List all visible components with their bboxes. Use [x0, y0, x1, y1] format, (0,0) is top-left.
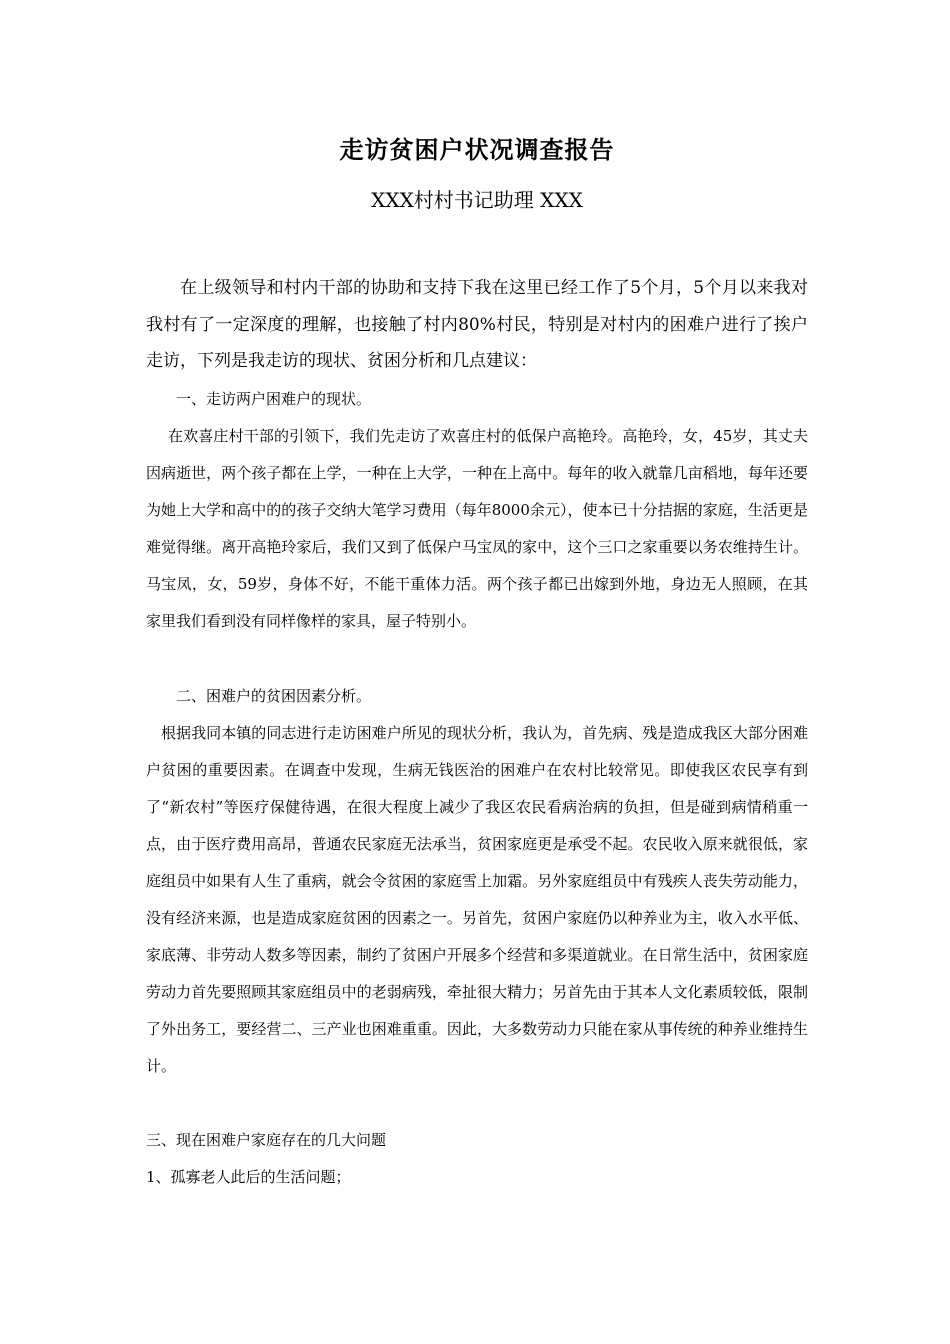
- list-item-1: 1、孤寡老人此后的生活问题；: [146, 1168, 351, 1186]
- document-title: 走访贫困户状况调查报告: [339, 135, 615, 164]
- section-paragraph-1: 在欢喜庄村干部的引领下，我们先走访了欢喜庄村的低保户高艳玲。高艳玲，女，45岁，其丈夫因病逝世，两个孩子都在上学，一种在上大学，一种在上高中。每年的收入就靠几亩稻地，每年还要为她上大学和高中的的孩子交纳大笔学习费用（每年8000余元），使本已十分拮据的家庭，生活更是难觉得继。离开高艳玲家后，我们又到了低保户马宝凤的家中，这个三口之家重要以务农维持生计。马宝凤，女，59岁，身体不好，不能干重体力活。两个孩子都已出嫁到外地，身边无人照顾，在其家里我们看到没有同样像样的家具，屋子特别小。: [146, 427, 808, 630]
- document-author: XXX村村书记助理 XXX: [371, 188, 583, 212]
- section-heading-2: 二、困难户的贫困因素分析。: [176, 687, 372, 705]
- section-heading-1: 一、走访两户困难户的现状。: [176, 390, 372, 408]
- intro-paragraph: 在上级领导和村内干部的协助和支持下我在这里已经工作了5个月，5个月以来我对我村有了一定深度的理解，也接触了村内80%村民，特别是对村内的困难户进行了挨户走访，下列是我走访的现状、贫困分析和几点建议：: [146, 278, 808, 371]
- section-heading-3: 三、现在困难户家庭存在的几大问题: [146, 1131, 387, 1149]
- section-paragraph-2: 根据我同本镇的同志进行走访困难户所见的现状分析，我认为，首先病、残是造成我区大部分困难户贫困的重要因素。在调查中发现，生病无钱医治的困难户在农村比较常见。即使我区农民享有到了“新农村”等医疗保健待遇，在很大程度上减少了我区农民看病治病的负担，但是碰到病情稍重一点，由于医疗费用高昂，普通农民家庭无法承当，贫困家庭更是承受不起。农民收入原来就很低，家庭组员中如果有人生了重病，就会令贫困的家庭雪上加霜。另外家庭组员中有残疾人丧失劳动能力，没有经济来源，也是造成家庭贫困的因素之一。另首先，贫困户家庭仍以种养业为主，收入水平低、家底薄、非劳动人数多等因素，制约了贫困户开展多个经营和多渠道就业。在日常生活中，贫困家庭劳动力首先要照顾其家庭组员中的老弱病残，牵扯很大精力；另首先由于其本人文化素质较低，限制了外出务工，要经营二、三产业也困难重重。因此，大多数劳动力只能在家从事传统的种养业维持生计。: [146, 724, 808, 1075]
